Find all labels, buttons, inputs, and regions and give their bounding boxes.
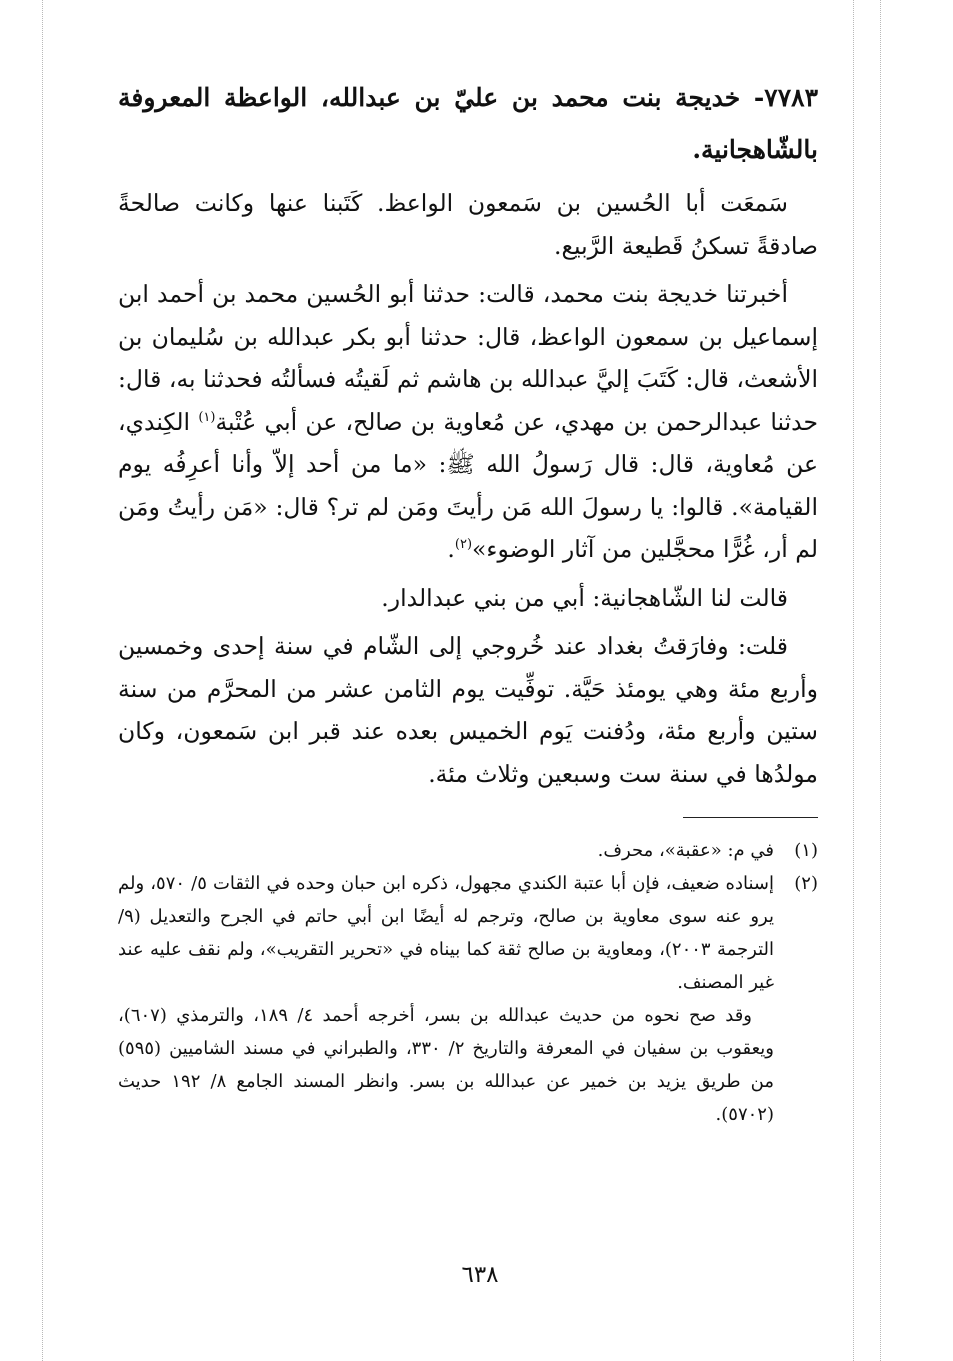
paragraph-text: الكِندي، عن مُعاوية، قال: قال رَسولُ الله ﷺ: «ما من أحد إلاّ وأنا أعرِفُه يوم القيامة». قالوا: يا رسولَ الله مَن رأيتَ ومَن لم تر؟ قال: «مَن رأيتُ ومَن لم أر، غُرًّا محجَّلين من آثار الوضوء» <box>118 407 818 563</box>
entry-heading: ٧٧٨٣- خديجة بنت محمد بن عليّ بن عبدالله، الواعظة المعروفة بالشّاهجانية. <box>118 83 818 164</box>
footnote-text: في م: «عقبة»، محرف. <box>597 840 774 861</box>
paragraph: قلت: وفارَقتُ بغداد عند خُروجي إلى الشّام في سنة إحدى وخمسين وأربع مئة وهي يومئذ حَيَّة. توفِّيت يوم الثامن عشر من المحرَّم من سنة ستين وأربع مئة، ودُفنت يَوم الخميس بعده عند قبر ابن سَمعون، وكان مولدُها في سنة ست وسبعين وثلاث مئة. <box>118 632 818 788</box>
footnote <box>118 867 818 999</box>
footnote-continuation: وقد صح نحوه من حديث عبدالله بن بسر، أخرجه أحمد ٤/ ١٨٩، والترمذي (٦٠٧)، ويعقوب بن سفيان في المعرفة والتاريخ ٢/ ٣٣٠، والطبراني في مسند الشاميين (٥٩٥) من طريق يزيد بن خمير عن عبدالله بن بسر. وانظر المسند الجامع ٨/ ١٩٢ حديث (٥٧٠٢). <box>118 1005 775 1125</box>
paragraph-hadith <box>118 273 818 571</box>
page-number: ٦٣٨ <box>461 1262 499 1288</box>
footnote-text: إسناده ضعيف، فإن أبا عتبة الكندي مجهول، ذكره ابن حبان وحده في الثقات ٥/ ٥٧٠، ولم يرو عنه سوى معاوية بن صالح، وترجم له أيضًا ابن أبي حاتم في الجرح والتعديل (٩/ الترجمة ٢٠٠٣)، ومعاوية بن صالح ثقة كما بيناه في «تحرير التقريب»، ولم نقف عليه عند غير المصنف. <box>118 873 774 993</box>
scan-margin-line <box>42 0 43 1361</box>
footnote-ref: (١) <box>198 409 216 425</box>
paragraph: سَمعَت أبا الحُسين بن سَمعون الواعظ. كَتَبنا عنها وكانت صالحةً صادقةً تسكنُ قَطيعة الرَّبيع. <box>118 189 818 260</box>
paragraph: قالت لنا الشّاهجانية: أبي من بني عبدالدار. <box>381 583 788 612</box>
footnotes <box>118 834 818 1131</box>
footnote <box>118 834 818 867</box>
main-text <box>118 72 818 801</box>
scan-margin-line <box>880 0 881 1361</box>
footnote-ref: (٢) <box>454 537 473 553</box>
paragraph-text: أخبرتنا خديجة بنت محمد، قالت: حدثنا أبو الحُسين محمد بن أحمد ابن إسماعيل بن سمعون الواعظ، قال: حدثنا أبو بكر عبدالله بن سُليمان بن الأشعث، قال: كَتَبَ إليَّ عبدالله بن هاشم ثم لَقيتُه فسألتُه فحدثنا به، قال: حدثنا عبدالرحمن بن مهدي، عن مُعاوية بن صالح، عن أبي عُتْبة <box>118 280 818 436</box>
footnote-divider <box>683 817 818 818</box>
footnote-number: (١) <box>794 840 818 861</box>
footnote-number: (٢) <box>794 873 818 894</box>
scan-margin-line <box>853 0 854 1361</box>
end-period: . <box>447 535 455 563</box>
